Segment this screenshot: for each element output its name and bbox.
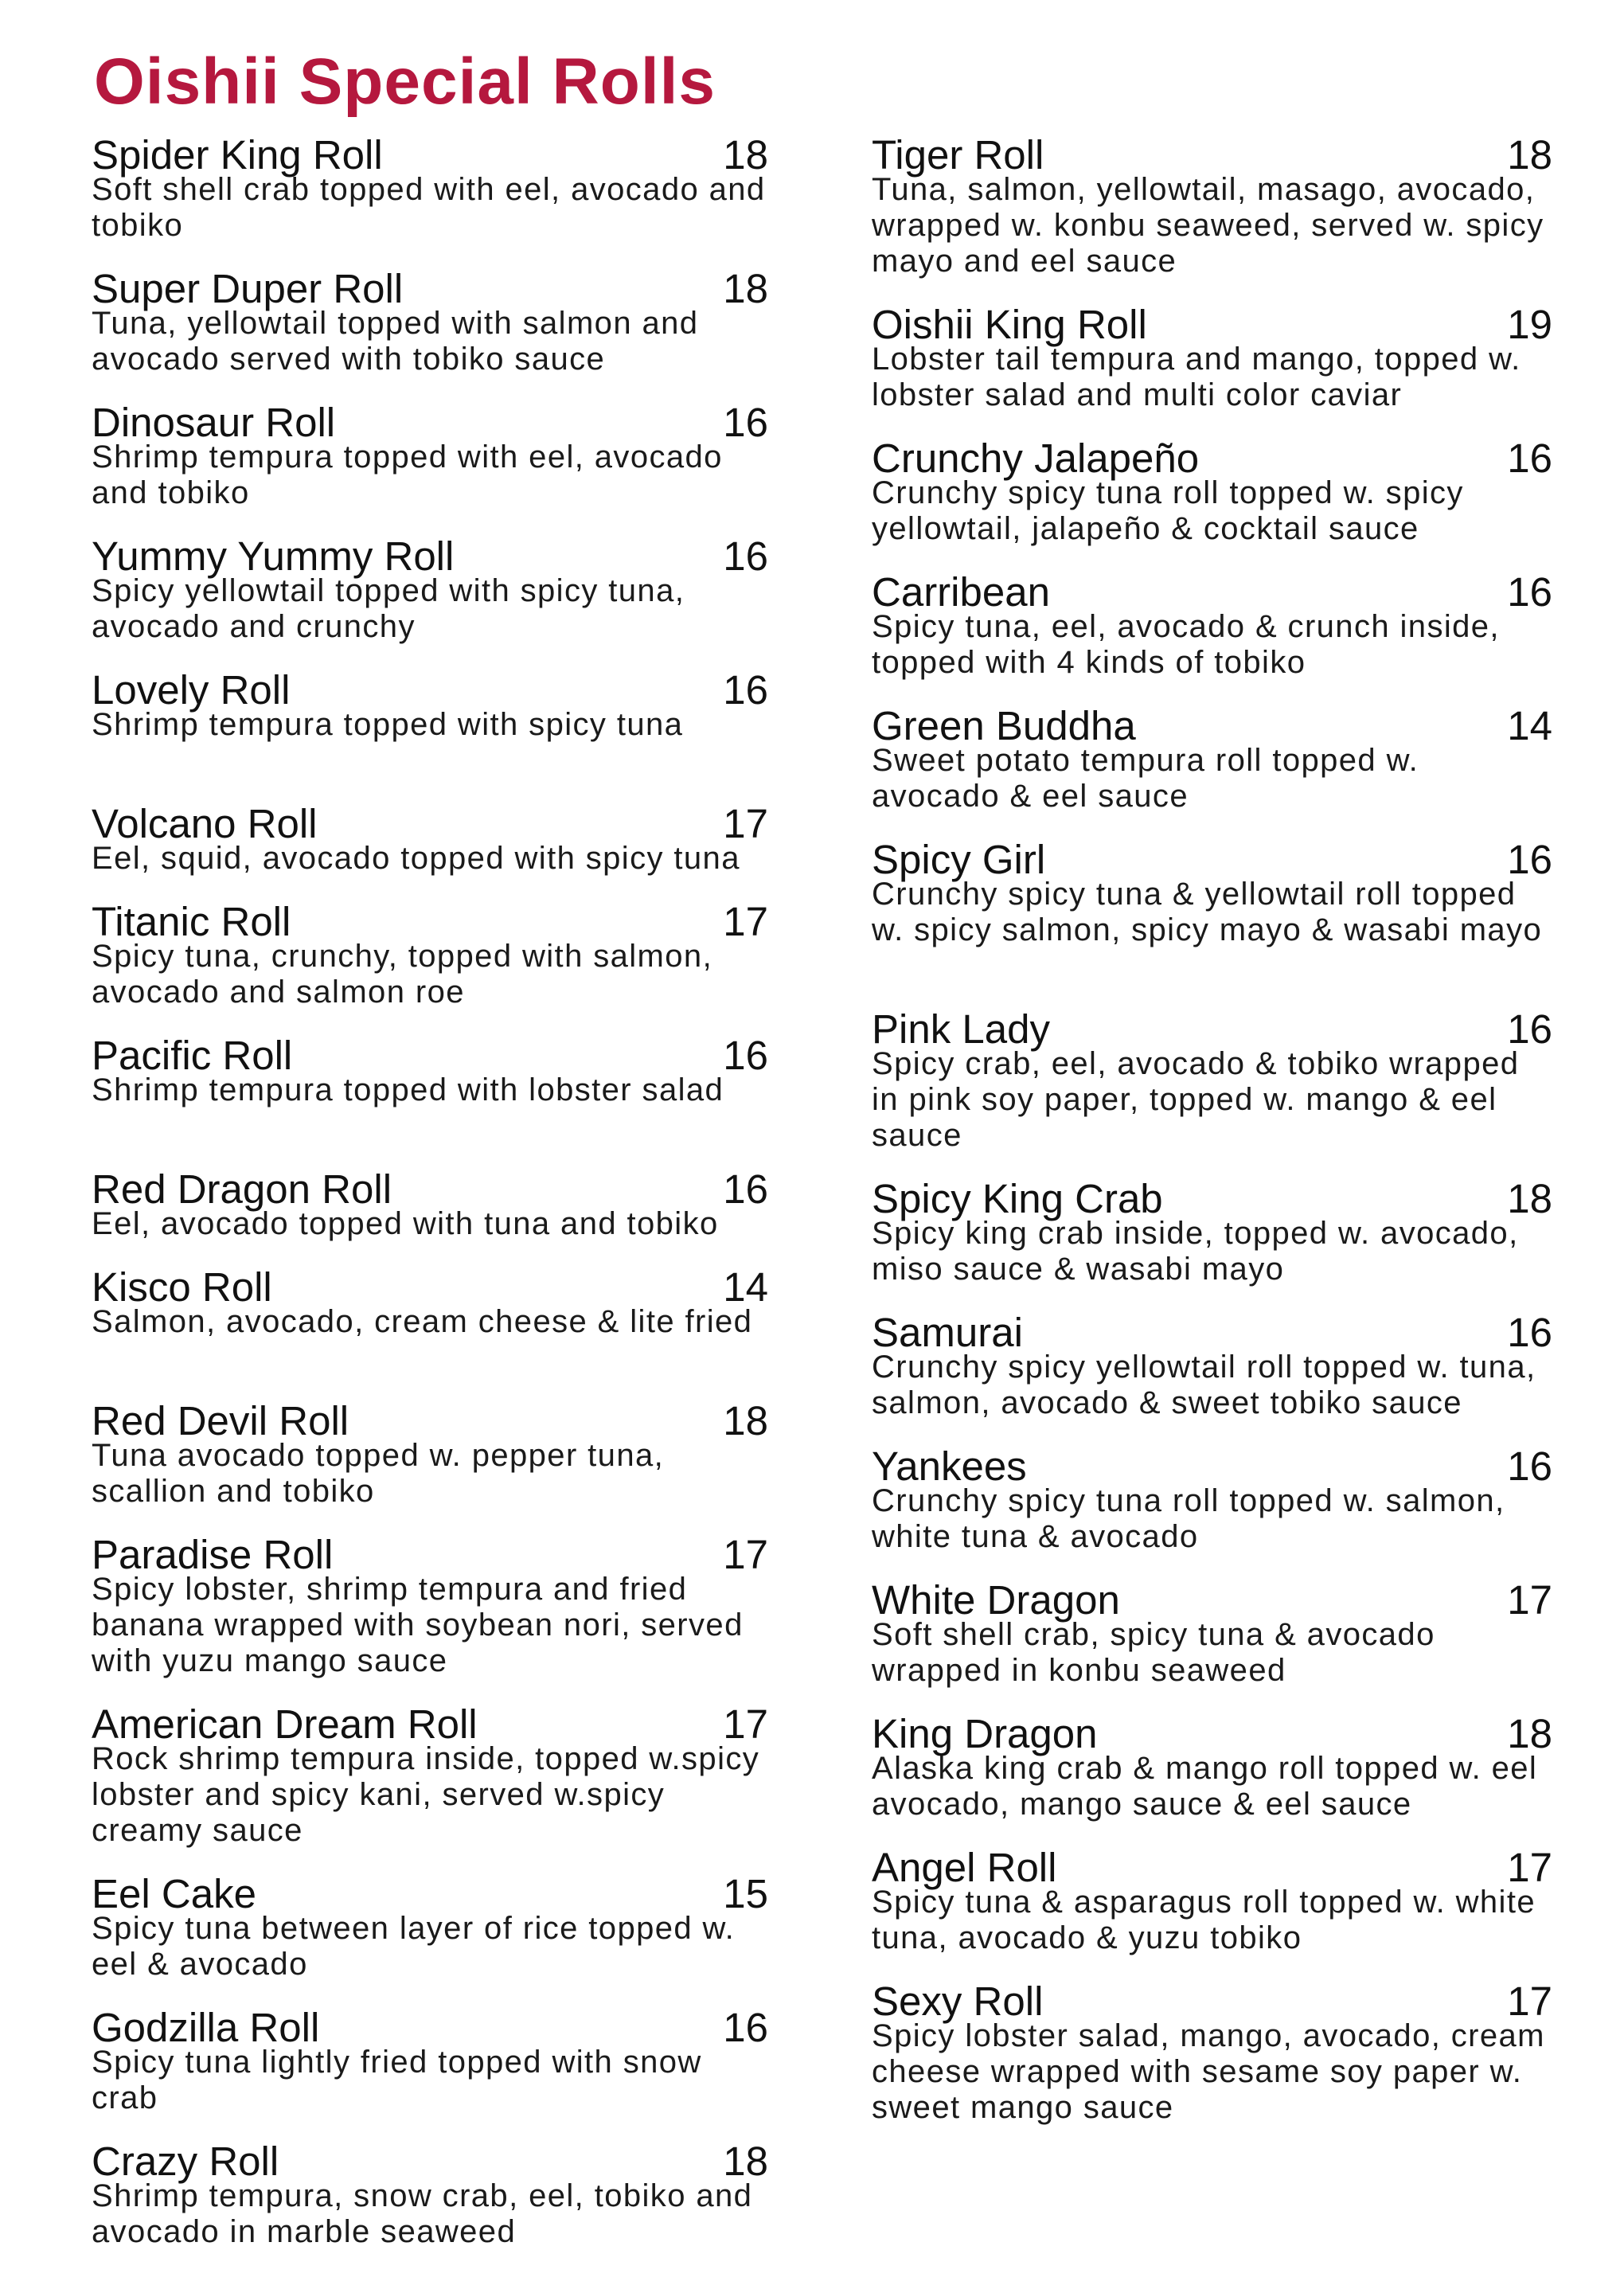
menu-item-red-devil-roll	[92, 1398, 768, 1509]
menu-item-red-dragon-roll	[92, 1166, 768, 1241]
menu-item-crazy-roll	[92, 2139, 768, 2249]
menu-item-spicy-king-crab	[872, 1176, 1552, 1287]
item-description: Spicy tuna, crunchy, topped with salmon, avocado and salmon roe	[92, 939, 713, 1010]
item-name: American Dream Roll	[92, 1701, 478, 1747]
item-price: 16	[1507, 1310, 1552, 1355]
menu-item-king-dragon	[872, 1711, 1552, 1822]
menu-item-lovely-roll	[92, 667, 768, 764]
item-price: 17	[1507, 1979, 1552, 2024]
item-description: Salmon, avocado, cream cheese & lite fried	[92, 1304, 753, 1339]
item-price: 16	[1507, 837, 1552, 882]
menu-item-titanic-roll	[92, 899, 768, 1010]
item-price: 17	[723, 1532, 768, 1577]
item-description: Tuna avocado topped w. pepper tuna, scallion and tobiko	[92, 1438, 665, 1509]
item-price: 14	[723, 1264, 768, 1310]
menu-item-paradise-roll	[92, 1532, 768, 1678]
item-price: 18	[723, 1398, 768, 1443]
menu-item-american-dream-roll	[92, 1701, 768, 1848]
item-price: 16	[723, 2005, 768, 2050]
menu-item-samurai	[872, 1310, 1552, 1420]
item-description: Spicy crab, eel, avocado & tobiko wrapped in pink soy paper, topped w. mango & eel sauce	[872, 1046, 1520, 1153]
item-name: Red Devil Roll	[92, 1398, 349, 1443]
menu-item-yankees	[872, 1443, 1552, 1554]
menu-item-dinosaur-roll	[92, 400, 768, 510]
item-description: Spicy tuna & asparagus roll topped w. white tuna, avocado & yuzu tobiko	[872, 1885, 1536, 1955]
menu-item-spicy-girl	[872, 837, 1552, 970]
item-name: Volcano Roll	[92, 801, 318, 846]
item-description: Tuna, yellowtail topped with salmon and avocado served with tobiko sauce	[92, 306, 699, 377]
item-name: Red Dragon Roll	[92, 1166, 392, 1212]
item-price: 17	[1507, 1845, 1552, 1890]
item-description: Tuna, salmon, yellowtail, masago, avocado, wrapped w. konbu seaweed, served w. spicy mayo and eel sauce	[872, 172, 1544, 279]
item-description: Shrimp tempura, snow crab, eel, tobiko and avocado in marble seaweed	[92, 2178, 753, 2249]
menu-item-green-buddha	[872, 703, 1552, 814]
item-name: King Dragon	[872, 1711, 1098, 1756]
menu-item-carribean	[872, 569, 1552, 680]
item-name: Eel Cake	[92, 1871, 256, 1916]
item-price: 17	[723, 1701, 768, 1747]
item-name: Spicy King Crab	[872, 1176, 1163, 1221]
item-name: Oishii King Roll	[872, 302, 1147, 347]
item-name: Pink Lady	[872, 1006, 1050, 1052]
item-name: Kisco Roll	[92, 1264, 272, 1310]
item-description: Crunchy spicy tuna & yellowtail roll topped w. spicy salmon, spicy mayo & wasabi mayo	[872, 877, 1543, 947]
item-description: Lobster tail tempura and mango, topped w. lobster salad and multi color caviar	[872, 342, 1521, 412]
item-name: Yummy Yummy Roll	[92, 533, 455, 579]
item-description: Crunchy spicy tuna roll topped w. salmon, white tuna & avocado	[872, 1483, 1505, 1554]
menu-item-crunchy-jalapeno	[872, 436, 1552, 546]
item-price: 18	[723, 266, 768, 311]
item-description: Shrimp tempura topped with spicy tuna	[92, 707, 684, 742]
item-name: Green Buddha	[872, 703, 1136, 748]
item-description: Crunchy spicy tuna roll topped w. spicy yellowtail, jalapeño & cocktail sauce	[872, 475, 1464, 546]
menu-item-yummy-yummy-roll	[92, 533, 768, 644]
menu-item-godzilla-roll	[92, 2005, 768, 2115]
item-name: Crazy Roll	[92, 2139, 279, 2184]
item-name: Samurai	[872, 1310, 1023, 1355]
menu-item-kisco-roll	[92, 1264, 768, 1361]
item-name: Paradise Roll	[92, 1532, 334, 1577]
item-name: Godzilla Roll	[92, 2005, 320, 2050]
item-price: 17	[1507, 1577, 1552, 1623]
item-description: Soft shell crab topped with eel, avocado and tobiko	[92, 172, 766, 243]
item-price: 18	[1507, 132, 1552, 178]
item-price: 16	[723, 400, 768, 445]
item-description: Alaska king crab & mango roll topped w. eel avocado, mango sauce & eel sauce	[872, 1751, 1538, 1822]
item-name: Super Duper Roll	[92, 266, 404, 311]
menu-item-super-duper-roll	[92, 266, 768, 377]
menu-item-white-dragon	[872, 1577, 1552, 1688]
menu-item-angel-roll	[872, 1845, 1552, 1955]
item-name: Titanic Roll	[92, 899, 291, 944]
item-price: 15	[723, 1871, 768, 1916]
item-description: Shrimp tempura topped with lobster salad	[92, 1072, 724, 1107]
item-description: Spicy tuna lightly fried topped with snow crab	[92, 2045, 702, 2115]
menu-item-tiger-roll	[872, 132, 1552, 279]
item-description: Spicy lobster, shrimp tempura and fried banana wrapped with soybean nori, served with yuzu mango sauce	[92, 1572, 744, 1678]
item-description: Spicy lobster salad, mango, avocado, cream cheese wrapped with sesame soy paper w. sweet mango sauce	[872, 2018, 1545, 2125]
item-price: 18	[723, 132, 768, 178]
item-price: 16	[1507, 1006, 1552, 1052]
item-price: 16	[723, 667, 768, 713]
item-price: 16	[1507, 1443, 1552, 1489]
item-description: Shrimp tempura topped with eel, avocado and tobiko	[92, 439, 723, 510]
menu-item-pink-lady	[872, 1006, 1552, 1153]
item-description: Crunchy spicy yellowtail roll topped w. tuna, salmon, avocado & sweet tobiko sauce	[872, 1350, 1536, 1420]
item-price: 16	[1507, 436, 1552, 481]
menu-column-left	[92, 132, 768, 2275]
item-description: Spicy tuna between layer of rice topped w. eel & avocado	[92, 1911, 736, 1982]
item-name: Angel Roll	[872, 1845, 1057, 1890]
item-price: 17	[723, 899, 768, 944]
item-name: Lovely Roll	[92, 667, 291, 713]
item-name: Spider King Roll	[92, 132, 383, 178]
menu-item-pacific-roll	[92, 1033, 768, 1130]
item-price: 18	[723, 2139, 768, 2184]
item-price: 19	[1507, 302, 1552, 347]
menu-item-sexy-roll	[872, 1979, 1552, 2125]
item-description: Spicy yellowtail topped with spicy tuna, avocado and crunchy	[92, 573, 685, 644]
item-name: Sexy Roll	[872, 1979, 1044, 2024]
item-name: Yankees	[872, 1443, 1027, 1489]
menu-item-volcano-roll	[92, 801, 768, 876]
item-name: Carribean	[872, 569, 1050, 615]
item-price: 17	[723, 801, 768, 846]
item-price: 16	[723, 1166, 768, 1212]
page-title: Oishii Special Rolls	[94, 45, 716, 118]
menu-column-right	[872, 132, 1552, 2151]
item-description: Eel, avocado topped with tuna and tobiko	[92, 1206, 719, 1241]
item-price: 18	[1507, 1711, 1552, 1756]
item-price: 14	[1507, 703, 1552, 748]
item-name: Tiger Roll	[872, 132, 1044, 178]
item-description: Eel, squid, avocado topped with spicy tuna	[92, 841, 740, 876]
item-description: Spicy king crab inside, topped w. avocado, miso sauce & wasabi mayo	[872, 1216, 1519, 1287]
item-name: White Dragon	[872, 1577, 1120, 1623]
item-price: 16	[723, 1033, 768, 1078]
item-price: 16	[723, 533, 768, 579]
item-price: 16	[1507, 569, 1552, 615]
item-name: Dinosaur Roll	[92, 400, 336, 445]
item-price: 18	[1507, 1176, 1552, 1221]
item-description: Rock shrimp tempura inside, topped w.spicy lobster and spicy kani, served w.spicy creamy sauce	[92, 1741, 760, 1848]
item-description: Spicy tuna, eel, avocado & crunch inside, topped with 4 kinds of tobiko	[872, 609, 1500, 680]
item-description: Sweet potato tempura roll topped w. avocado & eel sauce	[872, 743, 1419, 814]
item-name: Crunchy Jalapeño	[872, 436, 1200, 481]
menu-item-oishii-king-roll	[872, 302, 1552, 412]
item-name: Spicy Girl	[872, 837, 1046, 882]
item-name: Pacific Roll	[92, 1033, 293, 1078]
item-description: Soft shell crab, spicy tuna & avocado wrapped in konbu seaweed	[872, 1617, 1435, 1688]
menu-item-spider-king-roll	[92, 132, 768, 243]
menu-item-eel-cake	[92, 1871, 768, 1982]
